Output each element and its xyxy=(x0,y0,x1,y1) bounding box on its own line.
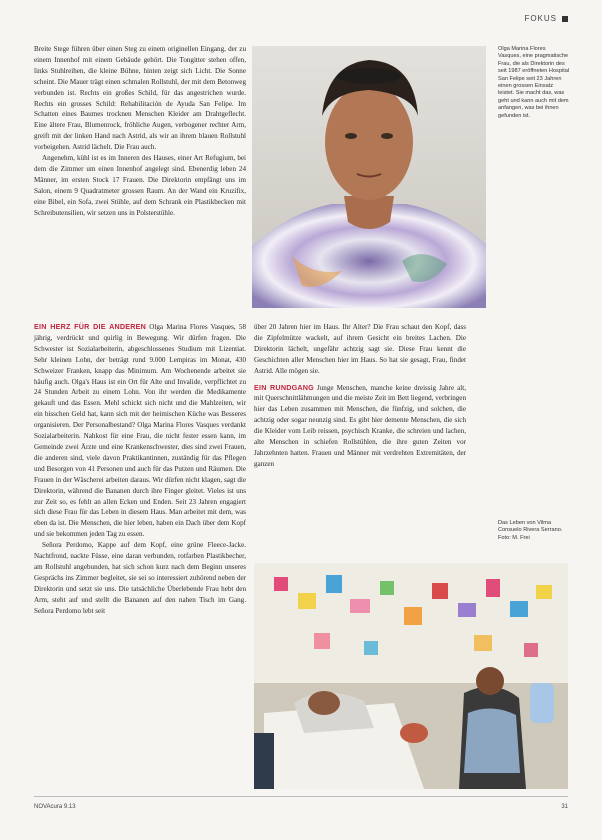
section-heading: EIN RUNDGANG xyxy=(254,382,314,392)
photo1-caption: Olga Marina Flores Vasques, eine pragmatische Frau, die als Direktorin des seit 1987 eröffneten Hospital San Felipe seit 23 Jahren einen grossen Einsatz leistet. Sie macht das, was geht und kann auch mit dem anfangen, was bei ihnen gefunden ist. xyxy=(498,46,570,119)
photo2-caption: Das Leben von Vilma Consuelo Rivera Serrano. Foto: M. Frei xyxy=(498,520,563,541)
paragraph: Angenehm, kühl ist es im Inneren des Hauses, einer Art Refugium, bei dem die Zimmer um einen Innenhof angelegt sind. Ebenerdig leben 24 Männer, im ersten Stock 17 Frauen. Die Direktorin empfängt uns im Salon, einem 9 Quadratmeter grossen Raum. An der Wand ein Kruzifix, eine Bibel, ein Sofa, zwei Stühle, auf dem Schrank ein Plastikbecken mit Schreibutensilien, wir setzen uns in Polsterstühle. xyxy=(34,154,246,217)
section-header xyxy=(524,14,568,23)
portrait-photo xyxy=(252,46,486,308)
paragraph: Señora Perdomo, Kappe auf dem Kopf, eine grüne Fleece-Jacke. Nachtfrond, nackte Füsse, eine daran verbunden, rotfarben Plastikbecher, am Rollstuhl angebunden, hat sich schon kurz nach dem Beginn unseres Gesprächs ins Zimmer begleitet, sie sei so interessiert zuhörend neben der Direktorin und setzt sie uns. Die tatsächliche Überlebende Frau hebt den Arm, steht auf und stellt die Bananen auf den nahen Tisch im Gang. Señora Perdomo lebt seit xyxy=(34,541,246,615)
room-illustration xyxy=(254,563,568,789)
paragraph-text: Olga Marina Flores Vasques, 58 jährig, verdrückt und quirlig in Bewegung. Wir dürfen fragen. Die Schwester ist Sozialarbeiterin, abgeschlossenes Studium mit Lizentiat. Sehr kleinen Lohn, der beträgt rund 9.000 Lempiras im Monat, 430 Schweizer Franken, knapp das Minimum. Am Wochenende arbeitet sie häufig auch. Olga's Haus ist ein Ort für Alte und Invalide, verpflichtet zu 24 Stunden Arbeit zu einem Lohn. Von ihr werden die Medikamente gekauft und das Essen. Mehl schickt sich nicht und die Mahlzeiten, wir ein bisschen Geld hat, kann sich mit der heimischen Küche was Besseres organisieren. Der Personalbestand? Olga Marina Flores Vasques verdankt Sozialarbeiterin. Nahkost für eine Frau, die nicht fester essen kann, im Gemeinde zwei Ärzte und eine Krankenschwester, dies sind zwei Frauen, die anderen sind, viele davon Praktikantinnen, zuständig für das Pflegen und Besorgen von 41 Personen und auch für das Putzen und Räumen. Die Frauen in der Wäscherei arbeiten daraus. Wir dürfen nicht klagen, sagt die Direktorin, während die Bananen durch ihre Finger gleitet. Vieles ist uns zur Zeit so, es fehlt an allen Ecken und Enden. Seit 23 Jahren engagiert sich diese Frau für das Leben in diesem Haus. Man arbeitet mit dem, was eben da ist. Die Menschen, die hier leben, haben ein Dach über dem Kopf und sie bekommen jeden Tag zu essen. xyxy=(34,323,246,539)
column-2 xyxy=(254,322,466,470)
paragraph: über 20 Jahren hier im Haus. Ihr Alter? Die Frau schaut den Kopf, dass die Zipfelmütze wackelt, auf ihrem Gesicht ein breites Lachen. Die Direktorin lächelt, ungefähr achtzig sagt sie. Diese Frau kennt die Geschichten aller Menschen hier im Haus. So hat sie gesagt, Frau, findet Astrid. Alle mögen sie. xyxy=(254,323,466,375)
section-paragraph xyxy=(34,322,246,540)
paragraph-text: Junge Menschen, manche keine dreissig Jahre alt, mit Querschnittlähmungen und die meiste Zeit im Bett liegend, verbringen hier das Leben zusammen mit Menschen, die fünfzig, und solchen, die achtzig oder sogar neunzig sind. Es gibt hier demente Menschen, die sich die Kleider vom Leib reissen, psychisch Kranke, die schreien und lachen, alte Menschen in schiefen Rollstühlen, die ihre guten Zeiten vor Jahrzehnten hatten. Frauen und Männer mit verdrehten Extremitäten, der ganzen xyxy=(254,383,466,468)
room-photo xyxy=(254,563,568,789)
portrait-illustration xyxy=(252,46,486,308)
footer-publication: NOVAcura 9.13 xyxy=(34,804,76,810)
page-number: 31 xyxy=(561,804,568,810)
section-label: FOKUS xyxy=(524,14,557,23)
column-1-top xyxy=(34,44,246,219)
section-square-icon xyxy=(562,16,568,22)
section-paragraph xyxy=(254,383,466,470)
section-heading: EIN HERZ FÜR DIE ANDEREN xyxy=(34,322,147,331)
paragraph: Breite Stege führen über einen Steg zu einem originellen Eingang, der zu einem Innenhof mit einem Gebäude gehört. Die Tongitter stehen offen, links Stuhlreihen, die kleine Bühne, hinten zeigt sich Licht. Die Sonne scheint. Die Mauer trägt einen schmalen Rollstuhl, der mit dem Betonweg verbunden ist. Rechts ein großes Schild, für das angestrichen wurde. Rechts ein grosses Schild: Rehabilitación de Ayuda San Felipe. Im Schatten eines Baumes trocknen Menschen Kleider am Drahtgeflecht. Eine ältere Frau, Blumenrock, fröhliche Augen, verbogener rechter Arm, greift mit der linken Hand nach Astrid, als wir an ihrem blauen Rollstuhl vorbeigehen. Astrid lächelt. Die Frau auch. xyxy=(34,45,246,152)
footer-rule xyxy=(34,796,568,797)
column-1-bottom xyxy=(34,322,246,616)
